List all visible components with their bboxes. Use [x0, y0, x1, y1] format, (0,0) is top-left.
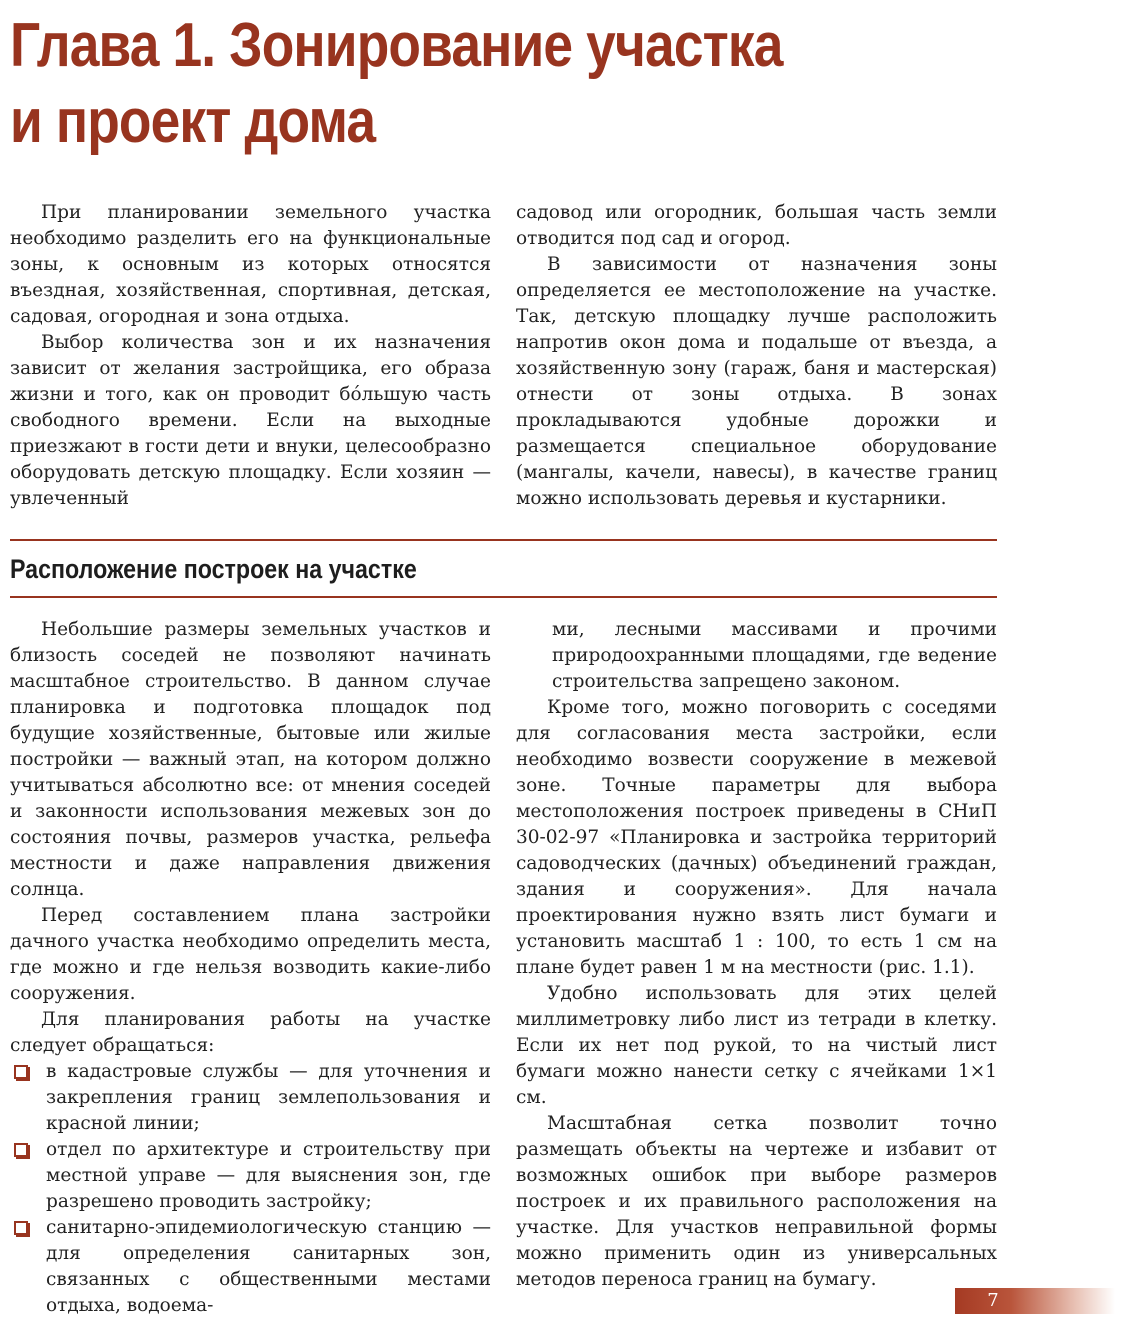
list-item-text: санитарно-эпидемиологическую станцию — для определения санитарных зон, связанных с общественными местами отдыха, водоема- — [46, 1217, 491, 1316]
checkbox-bullet-icon — [14, 1143, 28, 1157]
chapter-title-line-1: Глава 1. Зонирование участка — [10, 11, 783, 80]
list-item — [10, 1137, 491, 1215]
section-title: Расположение построек на участке — [10, 554, 417, 584]
paragraph: Выбор количества зон и их назначения зависит от желания застройщика, его образа жизни и того, как он проводит бóльшую часть свободного времени. Если на выходные приезжают в гости дети и внуки, целесообразно оборудовать детскую площадку. Если хозяин — увлеченный — [10, 332, 491, 509]
intro-right-column — [516, 200, 997, 512]
paragraph: При планировании земельного участка необходимо разделить его на функциональные зоны, к основным из которых относятся въездная, хозяйственная, спортивная, детская, садовая, огородная и зона отдыха. — [10, 202, 491, 327]
section-rule-top — [10, 539, 997, 541]
section-right-column — [516, 617, 997, 1293]
section-rule-bottom — [10, 596, 997, 598]
intro-left-column — [10, 200, 491, 512]
paragraph: Масштабная сетка позволит точно размещать объекты на чертеже и избавит от возможных ошибок при выборе размеров построек и их правильного расположения на участке. Для участков неправильной формы можно применить один из универсальных методов переноса границ на бумагу. — [516, 1113, 997, 1290]
list-item — [10, 1215, 491, 1319]
paragraph: Небольшие размеры земельных участков и близость соседей не позволяют начинать масштабное строительство. В данном случае планировка и подготовка площадок под будущие хозяйственные, бытовые или жилые постройки — важный этап, на котором должно учитываться абсолютно все: от мнения соседей и законности использования межевых зон до состояния почвы, размеров участка, рельефа местности и даже направления движения солнца. — [10, 619, 491, 900]
chapter-title-line-2: и проект дома — [10, 87, 376, 156]
paragraph: Для планирования работы на участке следует обращаться: — [10, 1009, 491, 1056]
checkbox-bullet-icon — [14, 1221, 28, 1235]
paragraph: Удобно использовать для этих целей миллиметровку либо лист из тетради в клетку. Если их нет под рукой, то на чистый лист бумаги можно нанести сетку с ячейками 1×1 см. — [516, 983, 997, 1108]
section-left-column — [10, 617, 491, 1319]
chapter-title — [10, 8, 870, 160]
paragraph: В зависимости от назначения зоны определяется ее местоположение на участке. Так, детскую площадку лучше расположить напротив окон дома и подальше от въезда, а хозяйственную зону (гараж, баня и мастерская) отнести от зоны отдыха. В зонах прокладываются удобные дорожки и размещается специальное оборудование (мангалы, качели, навесы), в качестве границ можно использовать деревья и кустарники. — [516, 254, 997, 509]
paragraph: Перед составлением плана застройки дачного участка необходимо определить места, где можно и где нельзя возводить какие-либо сооружения. — [10, 905, 491, 1004]
page-number-bar — [955, 1288, 1115, 1314]
paragraph-continuation: садовод или огородник, большая часть земли отводится под сад и огород. — [516, 202, 997, 249]
list-item — [10, 1059, 491, 1137]
checkbox-bullet-icon — [14, 1065, 28, 1079]
paragraph: Кроме того, можно поговорить с соседями для согласования места застройки, если необходимо возвести сооружение в межевой зоне. Точные параметры для выбора местоположения построек приведены в СНиП 30-02-97 «Планировка и застройка территорий садоводческих (дачных) объединений граждан, здания и сооружения». Для начала проектирования нужно взять лист бумаги и установить масштаб 1 : 100, то есть 1 см на плане будет равен 1 м на местности (рис. 1.1). — [516, 697, 997, 978]
list-item-text: в кадастровые службы — для уточнения и закрепления границ землепользования и красной линии; — [46, 1061, 491, 1134]
bullet-list — [10, 1059, 491, 1319]
list-item-text: отдел по архитектуре и строительству при местной управе — для выяснения зон, где разрешено проводить застройку; — [46, 1139, 491, 1212]
page-number: 7 — [987, 1290, 999, 1311]
list-item-continuation: ми, лесными массивами и прочими природоохранными площадями, где ведение строительства запрещено законом. — [552, 619, 997, 692]
